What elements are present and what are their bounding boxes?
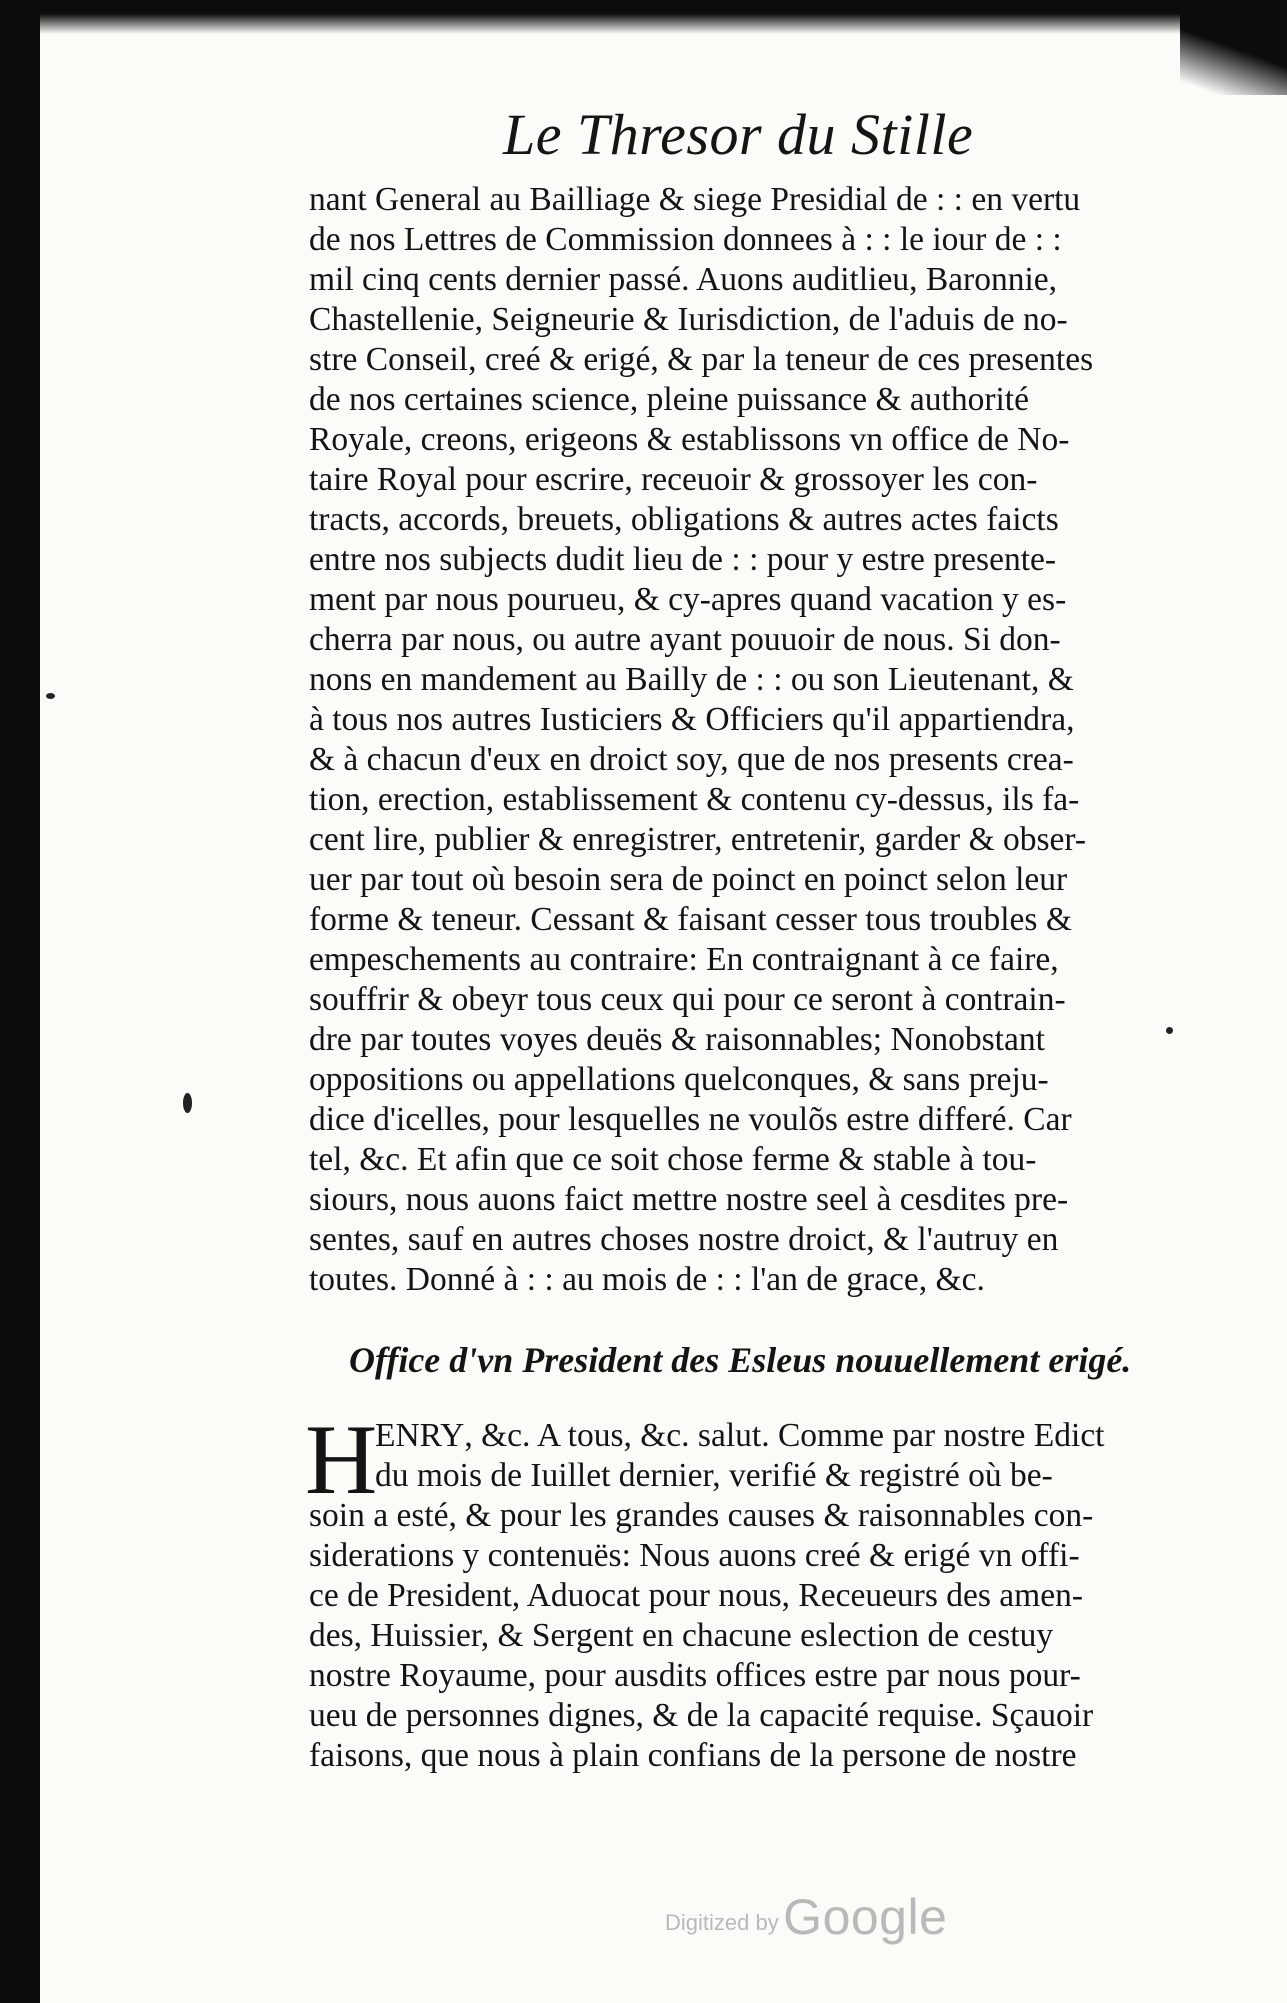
text-line: du mois de Iuillet dernier, verifié & registré où be- [375, 1457, 1053, 1494]
text-line: de nos Lettres de Commission donnees à : : le iour de : : [309, 221, 1062, 258]
text-line: ueu de personnes dignes, & de la capacité requise. Sçauoir [309, 1697, 1094, 1734]
first-word-small-caps: ENRY [375, 1417, 465, 1454]
text-line: uer par tout où besoin sera de poinct en poinct selon leur [309, 861, 1068, 898]
ink-speck [183, 1093, 192, 1113]
body-text-section-1 [309, 180, 1179, 1300]
digitized-by-watermark [665, 1888, 947, 1946]
text-line: oppositions ou appellations quelconques, & sans preju- [309, 1061, 1049, 1098]
ink-speck [1166, 1027, 1173, 1034]
text-line: Royale, creons, erigeons & establissons vn office de No- [309, 421, 1070, 458]
text-line: siours, nous auons faict mettre nostre seel à cesdites pre- [309, 1181, 1069, 1218]
text-line: nons en mandement au Bailly de : : ou son Lieutenant, & [309, 661, 1074, 698]
text-line: Chastellenie, Seigneurie & Iurisdiction, de l'aduis de no- [309, 301, 1068, 338]
text-line: de nos certaines science, pleine puissance & authorité [309, 381, 1029, 418]
text-line: toutes. Donné à : : au mois de : : l'an de grace, &c. [309, 1261, 985, 1298]
page-corner-shadow [1180, 0, 1287, 95]
text-line: tel, &c. Et afin que ce soit chose ferme & stable à tou- [309, 1141, 1037, 1178]
text-line: tion, erection, establissement & contenu cy-dessus, ils fa- [309, 781, 1080, 818]
text-line: dre par toutes voyes deuës & raisonnables; Nonobstant [309, 1021, 1045, 1058]
text-line: à tous nos autres Iusticiers & Officiers qu'il appartiendra, [309, 701, 1075, 738]
running-title: Le Thresor du Stille [503, 102, 974, 167]
text-line: siderations y contenuës: Nous auons creé & erigé vn offi- [309, 1537, 1080, 1574]
ink-speck [46, 693, 55, 699]
text-line-rest: , &c. A tous, &c. salut. Comme par nostre Edict [464, 1417, 1105, 1454]
text-line: nostre Royaume, pour ausdits offices estre par nous pour- [309, 1657, 1081, 1694]
body-text-section-2 [305, 1404, 1179, 1776]
text-line: cent lire, publier & enregistrer, entretenir, garder & obser- [309, 821, 1087, 858]
text-line: ce de President, Aduocat pour nous, Receueurs des amen- [309, 1577, 1083, 1614]
drop-cap: H [305, 1404, 378, 1515]
text-line: cherra par nous, ou autre ayant pouuoir de nous. Si don- [309, 621, 1061, 658]
text-line: empeschements au contraire: En contraignant à ce faire, [309, 941, 1059, 978]
text-line [309, 1416, 1179, 1456]
text-line: & à chacun d'eux en droict soy, que de nos presents crea- [309, 741, 1074, 778]
text-line: faisons, que nous à plain confians de la persone de nostre [309, 1737, 1077, 1774]
digitized-by-label: Digitized by [665, 1910, 779, 1935]
text-line: stre Conseil, creé & erigé, & par la teneur de ces presentes [309, 341, 1094, 378]
text-line: nant General au Bailliage & siege Presidial de : : en vertu [309, 181, 1081, 218]
section-heading: Office d'vn President des Esleus nouuellement erigé. [349, 1340, 1132, 1380]
text-line: mil cinq cents dernier passé. Auons auditlieu, Baronnie, [309, 261, 1057, 298]
text-line: taire Royal pour escrire, receuoir & grossoyer les con- [309, 461, 1038, 498]
text-line: tracts, accords, breuets, obligations & autres actes faicts [309, 501, 1059, 538]
text-line: dice d'icelles, pour lesquelles ne voulõs estre differé. Car [309, 1101, 1072, 1138]
text-line: souffrir & obeyr tous ceux qui pour ce seront à contrain- [309, 981, 1066, 1018]
page-top-shadow [40, 0, 1287, 34]
text-line: soin a esté, & pour les grandes causes & raisonnables con- [309, 1497, 1094, 1534]
text-line: sentes, sauf en autres choses nostre droict, & l'autruy en [309, 1221, 1059, 1258]
google-logo: Google [783, 1889, 948, 1945]
text-line: des, Huissier, & Sergent en chacune eslection de cestuy [309, 1617, 1054, 1654]
text-line: ment par nous pourueu, & cy-apres quand vacation y es- [309, 581, 1067, 618]
text-line: forme & teneur. Cessant & faisant cesser tous troubles & [309, 901, 1072, 938]
text-line: entre nos subjects dudit lieu de : : pour y estre presente- [309, 541, 1057, 578]
